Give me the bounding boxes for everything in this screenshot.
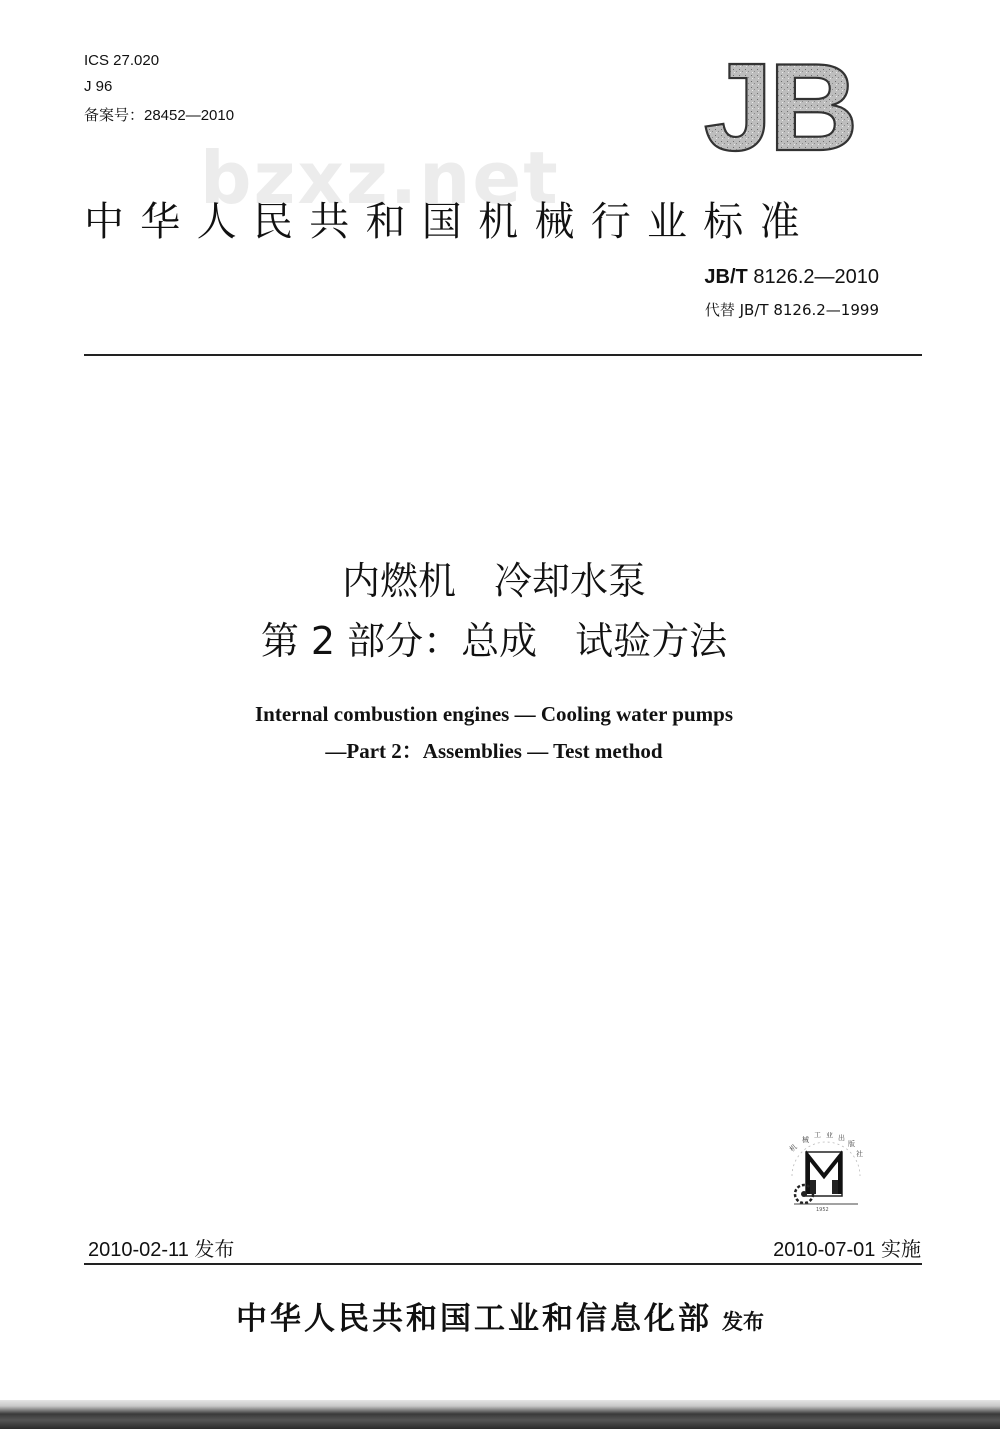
footer-divider — [84, 1263, 922, 1265]
issue-date: 2010-02-11 发布 — [88, 1239, 235, 1261]
scan-edge — [0, 1400, 1000, 1429]
svg-text:版: 版 — [848, 1140, 855, 1148]
jb-logo — [684, 56, 874, 156]
filing-number: 备案号：28452—2010 — [84, 107, 235, 124]
svg-text:出: 出 — [838, 1134, 845, 1142]
replaces-standard: 代替 JB/T 8126.2—1999 — [704, 301, 879, 319]
english-title-line-2: —Part 2：Assemblies — Test method — [325, 739, 663, 763]
svg-text:业: 业 — [826, 1132, 833, 1139]
ics-code: ICS 27.020 — [84, 52, 160, 69]
chinese-title-line-1: 内燃机 冷却水泵 — [341, 559, 646, 603]
issuer-suffix: 发布 — [722, 1310, 764, 1334]
watermark-text: bzxz.net — [200, 136, 560, 220]
svg-text:1952: 1952 — [816, 1207, 829, 1212]
svg-text:社: 社 — [856, 1150, 863, 1158]
ccs-code: J 96 — [84, 78, 113, 95]
issuer — [0, 1293, 1000, 1338]
publisher-seal-icon — [780, 1132, 872, 1212]
svg-text:JB: JB — [703, 56, 855, 156]
svg-text:机: 机 — [788, 1142, 799, 1154]
header-divider — [84, 354, 922, 356]
svg-text:工: 工 — [814, 1132, 821, 1139]
standard-number — [704, 266, 879, 289]
svg-text:械: 械 — [802, 1136, 809, 1144]
chinese-title-line-2: 第 2 部分：总成 试验方法 — [260, 619, 728, 663]
standard-number-prefix: JB/T — [704, 266, 748, 288]
implementation-date: 2010-07-01 实施 — [773, 1239, 921, 1261]
english-title-line-1: Internal combustion engines — Cooling water pumps — [255, 702, 733, 726]
standard-number-rest: 8126.2—2010 — [747, 266, 879, 288]
issuer-name: 中华人民共和国工业和信息化部 — [236, 1301, 712, 1337]
standard-category-title: 中华人民共和国机械行业标准 — [84, 199, 816, 245]
